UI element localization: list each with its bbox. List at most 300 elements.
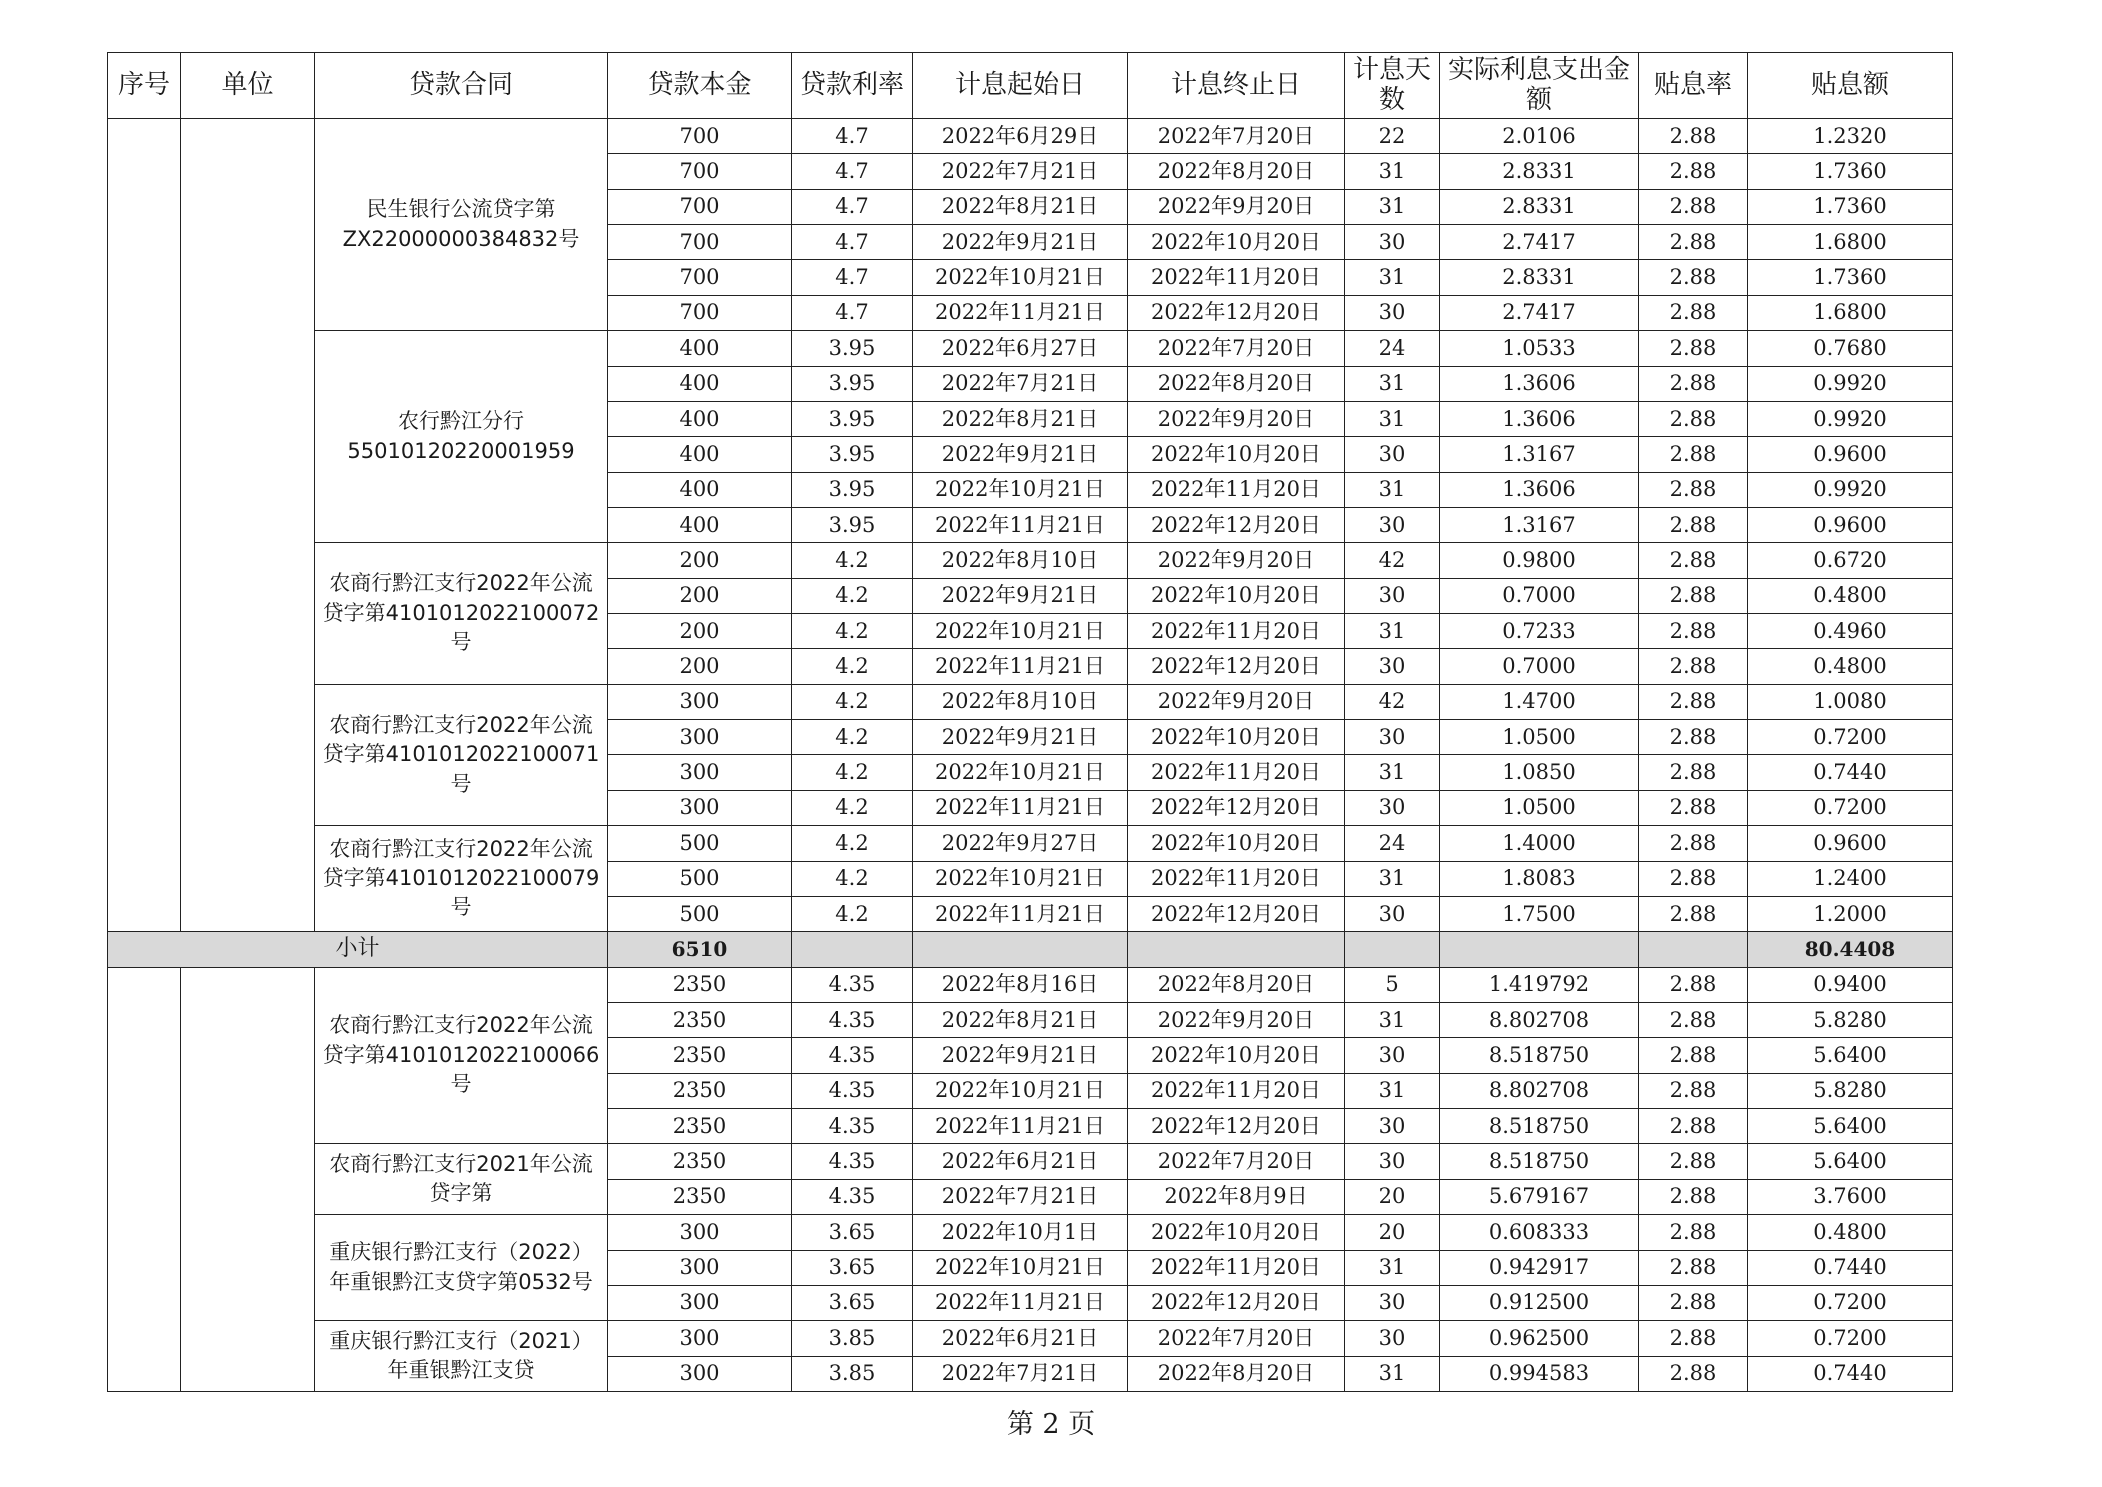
subsidy-rate-cell: 2.88	[1639, 720, 1748, 755]
start-date-cell: 2022年11月21日	[913, 790, 1128, 825]
end-date-cell: 2022年10月20日	[1128, 225, 1345, 260]
days-cell: 42	[1345, 684, 1440, 719]
rate-cell: 3.85	[792, 1321, 913, 1356]
rate-cell: 3.95	[792, 437, 913, 472]
days-cell: 31	[1345, 1073, 1440, 1108]
start-date-cell: 2022年10月21日	[913, 861, 1128, 896]
header-contract: 贷款合同	[315, 53, 608, 119]
header-principal: 贷款本金	[608, 53, 792, 119]
end-date-cell: 2022年10月20日	[1128, 1038, 1345, 1073]
subsidy-rate-cell: 2.88	[1639, 437, 1748, 472]
rate-cell: 4.2	[792, 861, 913, 896]
subsidy-cell: 0.4800	[1748, 649, 1953, 684]
subsidy-rate-cell: 2.88	[1639, 1285, 1748, 1320]
principal-cell: 500	[608, 861, 792, 896]
start-date-cell: 2022年7月21日	[913, 1179, 1128, 1214]
end-date-cell: 2022年12月20日	[1128, 896, 1345, 931]
start-date-cell: 2022年9月21日	[913, 578, 1128, 613]
principal-cell: 300	[608, 1250, 792, 1285]
table-row	[108, 826, 1953, 861]
subsidy-rate-cell: 2.88	[1639, 896, 1748, 931]
subsidy-rate-cell: 2.88	[1639, 189, 1748, 224]
header-subsidy: 贴息额	[1748, 53, 1953, 119]
interest-cell: 2.8331	[1440, 189, 1639, 224]
start-date-cell: 2022年8月21日	[913, 189, 1128, 224]
rate-cell: 4.35	[792, 1038, 913, 1073]
days-cell: 30	[1345, 507, 1440, 542]
subsidy-cell: 0.4800	[1748, 1215, 1953, 1250]
subsidy-cell: 5.8280	[1748, 1073, 1953, 1108]
table-row	[108, 1144, 1953, 1179]
subsidy-rate-cell: 2.88	[1639, 154, 1748, 189]
table-row	[108, 543, 1953, 578]
rate-cell: 3.85	[792, 1356, 913, 1391]
end-date-cell: 2022年9月20日	[1128, 1002, 1345, 1037]
principal-cell: 200	[608, 649, 792, 684]
subsidy-cell: 0.9600	[1748, 507, 1953, 542]
subsidy-rate-cell: 2.88	[1639, 543, 1748, 578]
end-date-cell: 2022年9月20日	[1128, 543, 1345, 578]
principal-cell: 2350	[608, 1002, 792, 1037]
end-date-cell: 2022年10月20日	[1128, 437, 1345, 472]
subsidy-rate-cell: 2.88	[1639, 1038, 1748, 1073]
rate-cell: 4.2	[792, 543, 913, 578]
subsidy-rate-cell: 2.88	[1639, 1215, 1748, 1250]
subsidy-cell: 0.6720	[1748, 543, 1953, 578]
subsidy-rate-cell: 2.88	[1639, 507, 1748, 542]
rate-cell: 4.35	[792, 1144, 913, 1179]
rate-cell: 3.65	[792, 1285, 913, 1320]
header-row	[108, 53, 1953, 119]
start-date-cell: 2022年9月21日	[913, 225, 1128, 260]
subsidy-rate-cell: 2.88	[1639, 826, 1748, 861]
subtotal-subsidy: 80.4408	[1748, 932, 1953, 967]
subsidy-cell: 0.7200	[1748, 720, 1953, 755]
header-seq: 序号	[108, 53, 181, 119]
contract-cell: 农行黔江分行55010120220001959	[315, 331, 608, 543]
start-date-cell: 2022年6月27日	[913, 331, 1128, 366]
subsidy-cell: 1.7360	[1748, 260, 1953, 295]
interest-cell: 8.802708	[1440, 1073, 1639, 1108]
subsidy-rate-cell: 2.88	[1639, 1109, 1748, 1144]
interest-cell: 8.518750	[1440, 1144, 1639, 1179]
subsidy-rate-cell: 2.88	[1639, 472, 1748, 507]
principal-cell: 400	[608, 366, 792, 401]
end-date-cell: 2022年8月9日	[1128, 1179, 1345, 1214]
principal-cell: 300	[608, 1321, 792, 1356]
days-cell: 30	[1345, 1144, 1440, 1179]
principal-cell: 2350	[608, 1179, 792, 1214]
days-cell: 30	[1345, 225, 1440, 260]
start-date-cell: 2022年10月21日	[913, 260, 1128, 295]
start-date-cell: 2022年11月21日	[913, 295, 1128, 330]
end-date-cell: 2022年11月20日	[1128, 861, 1345, 896]
subsidy-cell: 1.6800	[1748, 225, 1953, 260]
contract-cell: 农商行黔江支行2022年公流贷字第4101012022100066号	[315, 967, 608, 1144]
days-cell: 31	[1345, 1356, 1440, 1391]
table-row	[108, 684, 1953, 719]
subtotal-empty-cell	[1639, 932, 1748, 967]
days-cell: 31	[1345, 614, 1440, 649]
contract-cell: 重庆银行黔江支行（2021）年重银黔江支贷	[315, 1321, 608, 1392]
interest-cell: 1.3606	[1440, 401, 1639, 436]
days-cell: 30	[1345, 1285, 1440, 1320]
start-date-cell: 2022年10月21日	[913, 614, 1128, 649]
seq-cell	[108, 119, 181, 932]
start-date-cell: 2022年8月21日	[913, 401, 1128, 436]
subsidy-rate-cell: 2.88	[1639, 684, 1748, 719]
unit-cell	[181, 119, 315, 932]
interest-cell: 0.7233	[1440, 614, 1639, 649]
principal-cell: 2350	[608, 1038, 792, 1073]
interest-cell: 0.994583	[1440, 1356, 1639, 1391]
interest-cell: 5.679167	[1440, 1179, 1639, 1214]
subsidy-cell: 5.6400	[1748, 1144, 1953, 1179]
days-cell: 30	[1345, 720, 1440, 755]
principal-cell: 2350	[608, 1073, 792, 1108]
subsidy-cell: 1.2400	[1748, 861, 1953, 896]
contract-cell: 农商行黔江支行2022年公流贷字第4101012022100072号	[315, 543, 608, 684]
subtotal-row	[108, 932, 1953, 967]
days-cell: 30	[1345, 437, 1440, 472]
end-date-cell: 2022年7月20日	[1128, 1321, 1345, 1356]
end-date-cell: 2022年11月20日	[1128, 614, 1345, 649]
principal-cell: 400	[608, 472, 792, 507]
rate-cell: 4.2	[792, 720, 913, 755]
subsidy-table	[107, 52, 1953, 1392]
start-date-cell: 2022年9月21日	[913, 1038, 1128, 1073]
table-row	[108, 1215, 1953, 1250]
end-date-cell: 2022年10月20日	[1128, 720, 1345, 755]
interest-cell: 8.518750	[1440, 1038, 1639, 1073]
end-date-cell: 2022年10月20日	[1128, 826, 1345, 861]
subsidy-cell: 0.9400	[1748, 967, 1953, 1002]
subsidy-cell: 3.7600	[1748, 1179, 1953, 1214]
start-date-cell: 2022年6月21日	[913, 1321, 1128, 1356]
days-cell: 30	[1345, 790, 1440, 825]
rate-cell: 3.95	[792, 507, 913, 542]
end-date-cell: 2022年11月20日	[1128, 1250, 1345, 1285]
start-date-cell: 2022年7月21日	[913, 366, 1128, 401]
subsidy-rate-cell: 2.88	[1639, 861, 1748, 896]
rate-cell: 3.65	[792, 1215, 913, 1250]
start-date-cell: 2022年7月21日	[913, 1356, 1128, 1391]
principal-cell: 500	[608, 826, 792, 861]
days-cell: 30	[1345, 578, 1440, 613]
principal-cell: 300	[608, 720, 792, 755]
subsidy-cell: 0.9920	[1748, 366, 1953, 401]
rate-cell: 3.95	[792, 366, 913, 401]
contract-cell: 农商行黔江支行2022年公流贷字第4101012022100079号	[315, 826, 608, 932]
principal-cell: 200	[608, 578, 792, 613]
principal-cell: 400	[608, 507, 792, 542]
header-days: 计息天数	[1345, 53, 1440, 119]
days-cell: 31	[1345, 755, 1440, 790]
rate-cell: 4.7	[792, 260, 913, 295]
interest-cell: 0.608333	[1440, 1215, 1639, 1250]
end-date-cell: 2022年12月20日	[1128, 507, 1345, 542]
interest-cell: 1.3606	[1440, 366, 1639, 401]
subsidy-rate-cell: 2.88	[1639, 366, 1748, 401]
subsidy-rate-cell: 2.88	[1639, 790, 1748, 825]
subsidy-cell: 0.9600	[1748, 826, 1953, 861]
subsidy-cell: 5.6400	[1748, 1109, 1953, 1144]
subsidy-cell: 0.9920	[1748, 401, 1953, 436]
days-cell: 24	[1345, 331, 1440, 366]
days-cell: 31	[1345, 366, 1440, 401]
subsidy-rate-cell: 2.88	[1639, 401, 1748, 436]
days-cell: 31	[1345, 861, 1440, 896]
rate-cell: 3.95	[792, 401, 913, 436]
subsidy-rate-cell: 2.88	[1639, 1250, 1748, 1285]
subsidy-rate-cell: 2.88	[1639, 225, 1748, 260]
rate-cell: 4.35	[792, 1002, 913, 1037]
interest-cell: 1.419792	[1440, 967, 1639, 1002]
interest-cell: 8.802708	[1440, 1002, 1639, 1037]
start-date-cell: 2022年11月21日	[913, 1109, 1128, 1144]
interest-cell: 2.0106	[1440, 119, 1639, 154]
seq-cell	[108, 967, 181, 1391]
contract-cell: 重庆银行黔江支行（2022）年重银黔江支贷字第0532号	[315, 1215, 608, 1321]
interest-cell: 1.3167	[1440, 507, 1639, 542]
start-date-cell: 2022年11月21日	[913, 507, 1128, 542]
start-date-cell: 2022年10月21日	[913, 1073, 1128, 1108]
page-number: 第 2 页	[1006, 1409, 1096, 1440]
rate-cell: 4.7	[792, 189, 913, 224]
contract-cell: 农商行黔江支行2022年公流贷字第4101012022100071号	[315, 684, 608, 825]
rate-cell: 4.7	[792, 119, 913, 154]
end-date-cell: 2022年8月20日	[1128, 154, 1345, 189]
contract-cell: 民生银行公流贷字第ZX22000000384832号	[315, 119, 608, 331]
days-cell: 20	[1345, 1215, 1440, 1250]
rate-cell: 4.2	[792, 614, 913, 649]
interest-cell: 0.7000	[1440, 649, 1639, 684]
subsidy-cell: 0.4960	[1748, 614, 1953, 649]
subtotal-empty-cell	[913, 932, 1128, 967]
interest-cell: 0.942917	[1440, 1250, 1639, 1285]
principal-cell: 2350	[608, 967, 792, 1002]
days-cell: 31	[1345, 1250, 1440, 1285]
subsidy-cell: 0.9920	[1748, 472, 1953, 507]
start-date-cell: 2022年6月21日	[913, 1144, 1128, 1179]
interest-cell: 0.962500	[1440, 1321, 1639, 1356]
subsidy-rate-cell: 2.88	[1639, 755, 1748, 790]
subsidy-rate-cell: 2.88	[1639, 1073, 1748, 1108]
start-date-cell: 2022年10月21日	[913, 1250, 1128, 1285]
end-date-cell: 2022年12月20日	[1128, 295, 1345, 330]
principal-cell: 200	[608, 543, 792, 578]
subsidy-cell: 5.8280	[1748, 1002, 1953, 1037]
days-cell: 30	[1345, 896, 1440, 931]
subsidy-cell: 0.7200	[1748, 790, 1953, 825]
days-cell: 30	[1345, 1038, 1440, 1073]
rate-cell: 4.35	[792, 1109, 913, 1144]
end-date-cell: 2022年11月20日	[1128, 472, 1345, 507]
subtotal-empty-cell	[1345, 932, 1440, 967]
rate-cell: 4.7	[792, 154, 913, 189]
table-row	[108, 967, 1953, 1002]
interest-cell: 2.8331	[1440, 154, 1639, 189]
subsidy-rate-cell: 2.88	[1639, 331, 1748, 366]
principal-cell: 700	[608, 225, 792, 260]
subsidy-rate-cell: 2.88	[1639, 119, 1748, 154]
interest-cell: 8.518750	[1440, 1109, 1639, 1144]
subsidy-rate-cell: 2.88	[1639, 1144, 1748, 1179]
rate-cell: 3.95	[792, 331, 913, 366]
interest-cell: 1.7500	[1440, 896, 1639, 931]
principal-cell: 500	[608, 896, 792, 931]
principal-cell: 700	[608, 154, 792, 189]
principal-cell: 700	[608, 119, 792, 154]
principal-cell: 300	[608, 1285, 792, 1320]
start-date-cell: 2022年8月21日	[913, 1002, 1128, 1037]
table-row	[108, 119, 1953, 154]
interest-cell: 1.4000	[1440, 826, 1639, 861]
interest-cell: 1.0533	[1440, 331, 1639, 366]
end-date-cell: 2022年8月20日	[1128, 1356, 1345, 1391]
principal-cell: 700	[608, 295, 792, 330]
end-date-cell: 2022年9月20日	[1128, 401, 1345, 436]
unit-cell	[181, 967, 315, 1391]
end-date-cell: 2022年7月20日	[1128, 331, 1345, 366]
end-date-cell: 2022年8月20日	[1128, 366, 1345, 401]
rate-cell: 4.2	[792, 790, 913, 825]
rate-cell: 4.2	[792, 896, 913, 931]
principal-cell: 2350	[608, 1109, 792, 1144]
table-body	[108, 119, 1953, 1392]
interest-cell: 1.8083	[1440, 861, 1639, 896]
subsidy-rate-cell: 2.88	[1639, 260, 1748, 295]
interest-cell: 2.7417	[1440, 225, 1639, 260]
start-date-cell: 2022年8月10日	[913, 684, 1128, 719]
header-end-date: 计息终止日	[1128, 53, 1345, 119]
subsidy-cell: 1.7360	[1748, 189, 1953, 224]
subsidy-cell: 1.2320	[1748, 119, 1953, 154]
subtotal-empty-cell	[1440, 932, 1639, 967]
start-date-cell: 2022年7月21日	[913, 154, 1128, 189]
subsidy-rate-cell: 2.88	[1639, 967, 1748, 1002]
principal-cell: 200	[608, 614, 792, 649]
interest-cell: 0.912500	[1440, 1285, 1639, 1320]
subsidy-cell: 0.4800	[1748, 578, 1953, 613]
end-date-cell: 2022年8月20日	[1128, 967, 1345, 1002]
start-date-cell: 2022年9月21日	[913, 720, 1128, 755]
table-row	[108, 1321, 1953, 1356]
subsidy-rate-cell: 2.88	[1639, 578, 1748, 613]
rate-cell: 4.2	[792, 684, 913, 719]
start-date-cell: 2022年8月16日	[913, 967, 1128, 1002]
days-cell: 31	[1345, 154, 1440, 189]
subsidy-rate-cell: 2.88	[1639, 1356, 1748, 1391]
subtotal-empty-cell	[792, 932, 913, 967]
table-row	[108, 331, 1953, 366]
rate-cell: 3.95	[792, 472, 913, 507]
principal-cell: 400	[608, 401, 792, 436]
subtotal-principal: 6510	[608, 932, 792, 967]
start-date-cell: 2022年11月21日	[913, 1285, 1128, 1320]
subsidy-rate-cell: 2.88	[1639, 614, 1748, 649]
start-date-cell: 2022年10月21日	[913, 472, 1128, 507]
days-cell: 30	[1345, 649, 1440, 684]
rate-cell: 4.7	[792, 225, 913, 260]
days-cell: 31	[1345, 1002, 1440, 1037]
start-date-cell: 2022年6月29日	[913, 119, 1128, 154]
header-interest: 实际利息支出金额	[1440, 53, 1639, 119]
subsidy-rate-cell: 2.88	[1639, 1179, 1748, 1214]
principal-cell: 700	[608, 189, 792, 224]
subsidy-cell: 0.7440	[1748, 1356, 1953, 1391]
rate-cell: 4.2	[792, 578, 913, 613]
subsidy-cell: 1.0080	[1748, 684, 1953, 719]
subsidy-cell: 1.2000	[1748, 896, 1953, 931]
interest-cell: 2.8331	[1440, 260, 1639, 295]
contract-cell: 农商行黔江支行2021年公流贷字第	[315, 1144, 608, 1215]
end-date-cell: 2022年9月20日	[1128, 684, 1345, 719]
header-rate: 贷款利率	[792, 53, 913, 119]
subsidy-cell: 0.7200	[1748, 1285, 1953, 1320]
end-date-cell: 2022年11月20日	[1128, 1073, 1345, 1108]
end-date-cell: 2022年10月20日	[1128, 578, 1345, 613]
days-cell: 30	[1345, 1109, 1440, 1144]
interest-cell: 1.3167	[1440, 437, 1639, 472]
principal-cell: 300	[608, 684, 792, 719]
days-cell: 24	[1345, 826, 1440, 861]
subsidy-rate-cell: 2.88	[1639, 649, 1748, 684]
days-cell: 42	[1345, 543, 1440, 578]
principal-cell: 300	[608, 1215, 792, 1250]
interest-cell: 1.0500	[1440, 720, 1639, 755]
subsidy-cell: 0.7200	[1748, 1321, 1953, 1356]
subsidy-rate-cell: 2.88	[1639, 1321, 1748, 1356]
interest-cell: 0.9800	[1440, 543, 1639, 578]
principal-cell: 300	[608, 1356, 792, 1391]
end-date-cell: 2022年11月20日	[1128, 755, 1345, 790]
subtotal-empty-cell	[1128, 932, 1345, 967]
subtotal-label: 小计	[108, 932, 608, 967]
subsidy-cell: 0.7440	[1748, 755, 1953, 790]
rate-cell: 4.35	[792, 967, 913, 1002]
interest-cell: 0.7000	[1440, 578, 1639, 613]
principal-cell: 300	[608, 755, 792, 790]
end-date-cell: 2022年11月20日	[1128, 260, 1345, 295]
end-date-cell: 2022年9月20日	[1128, 189, 1345, 224]
end-date-cell: 2022年12月20日	[1128, 1109, 1345, 1144]
start-date-cell: 2022年8月10日	[913, 543, 1128, 578]
principal-cell: 400	[608, 437, 792, 472]
end-date-cell: 2022年12月20日	[1128, 790, 1345, 825]
principal-cell: 400	[608, 331, 792, 366]
interest-cell: 2.7417	[1440, 295, 1639, 330]
rate-cell: 4.2	[792, 826, 913, 861]
end-date-cell: 2022年7月20日	[1128, 119, 1345, 154]
rate-cell: 4.35	[792, 1179, 913, 1214]
header-unit: 单位	[181, 53, 315, 119]
subsidy-cell: 1.7360	[1748, 154, 1953, 189]
interest-cell: 1.4700	[1440, 684, 1639, 719]
days-cell: 30	[1345, 1321, 1440, 1356]
days-cell: 31	[1345, 472, 1440, 507]
days-cell: 20	[1345, 1179, 1440, 1214]
interest-cell: 1.0500	[1440, 790, 1639, 825]
header-subsidy-rate: 贴息率	[1639, 53, 1748, 119]
principal-cell: 2350	[608, 1144, 792, 1179]
start-date-cell: 2022年9月27日	[913, 826, 1128, 861]
end-date-cell: 2022年7月20日	[1128, 1144, 1345, 1179]
start-date-cell: 2022年11月21日	[913, 649, 1128, 684]
interest-cell: 1.0850	[1440, 755, 1639, 790]
days-cell: 5	[1345, 967, 1440, 1002]
rate-cell: 4.2	[792, 755, 913, 790]
